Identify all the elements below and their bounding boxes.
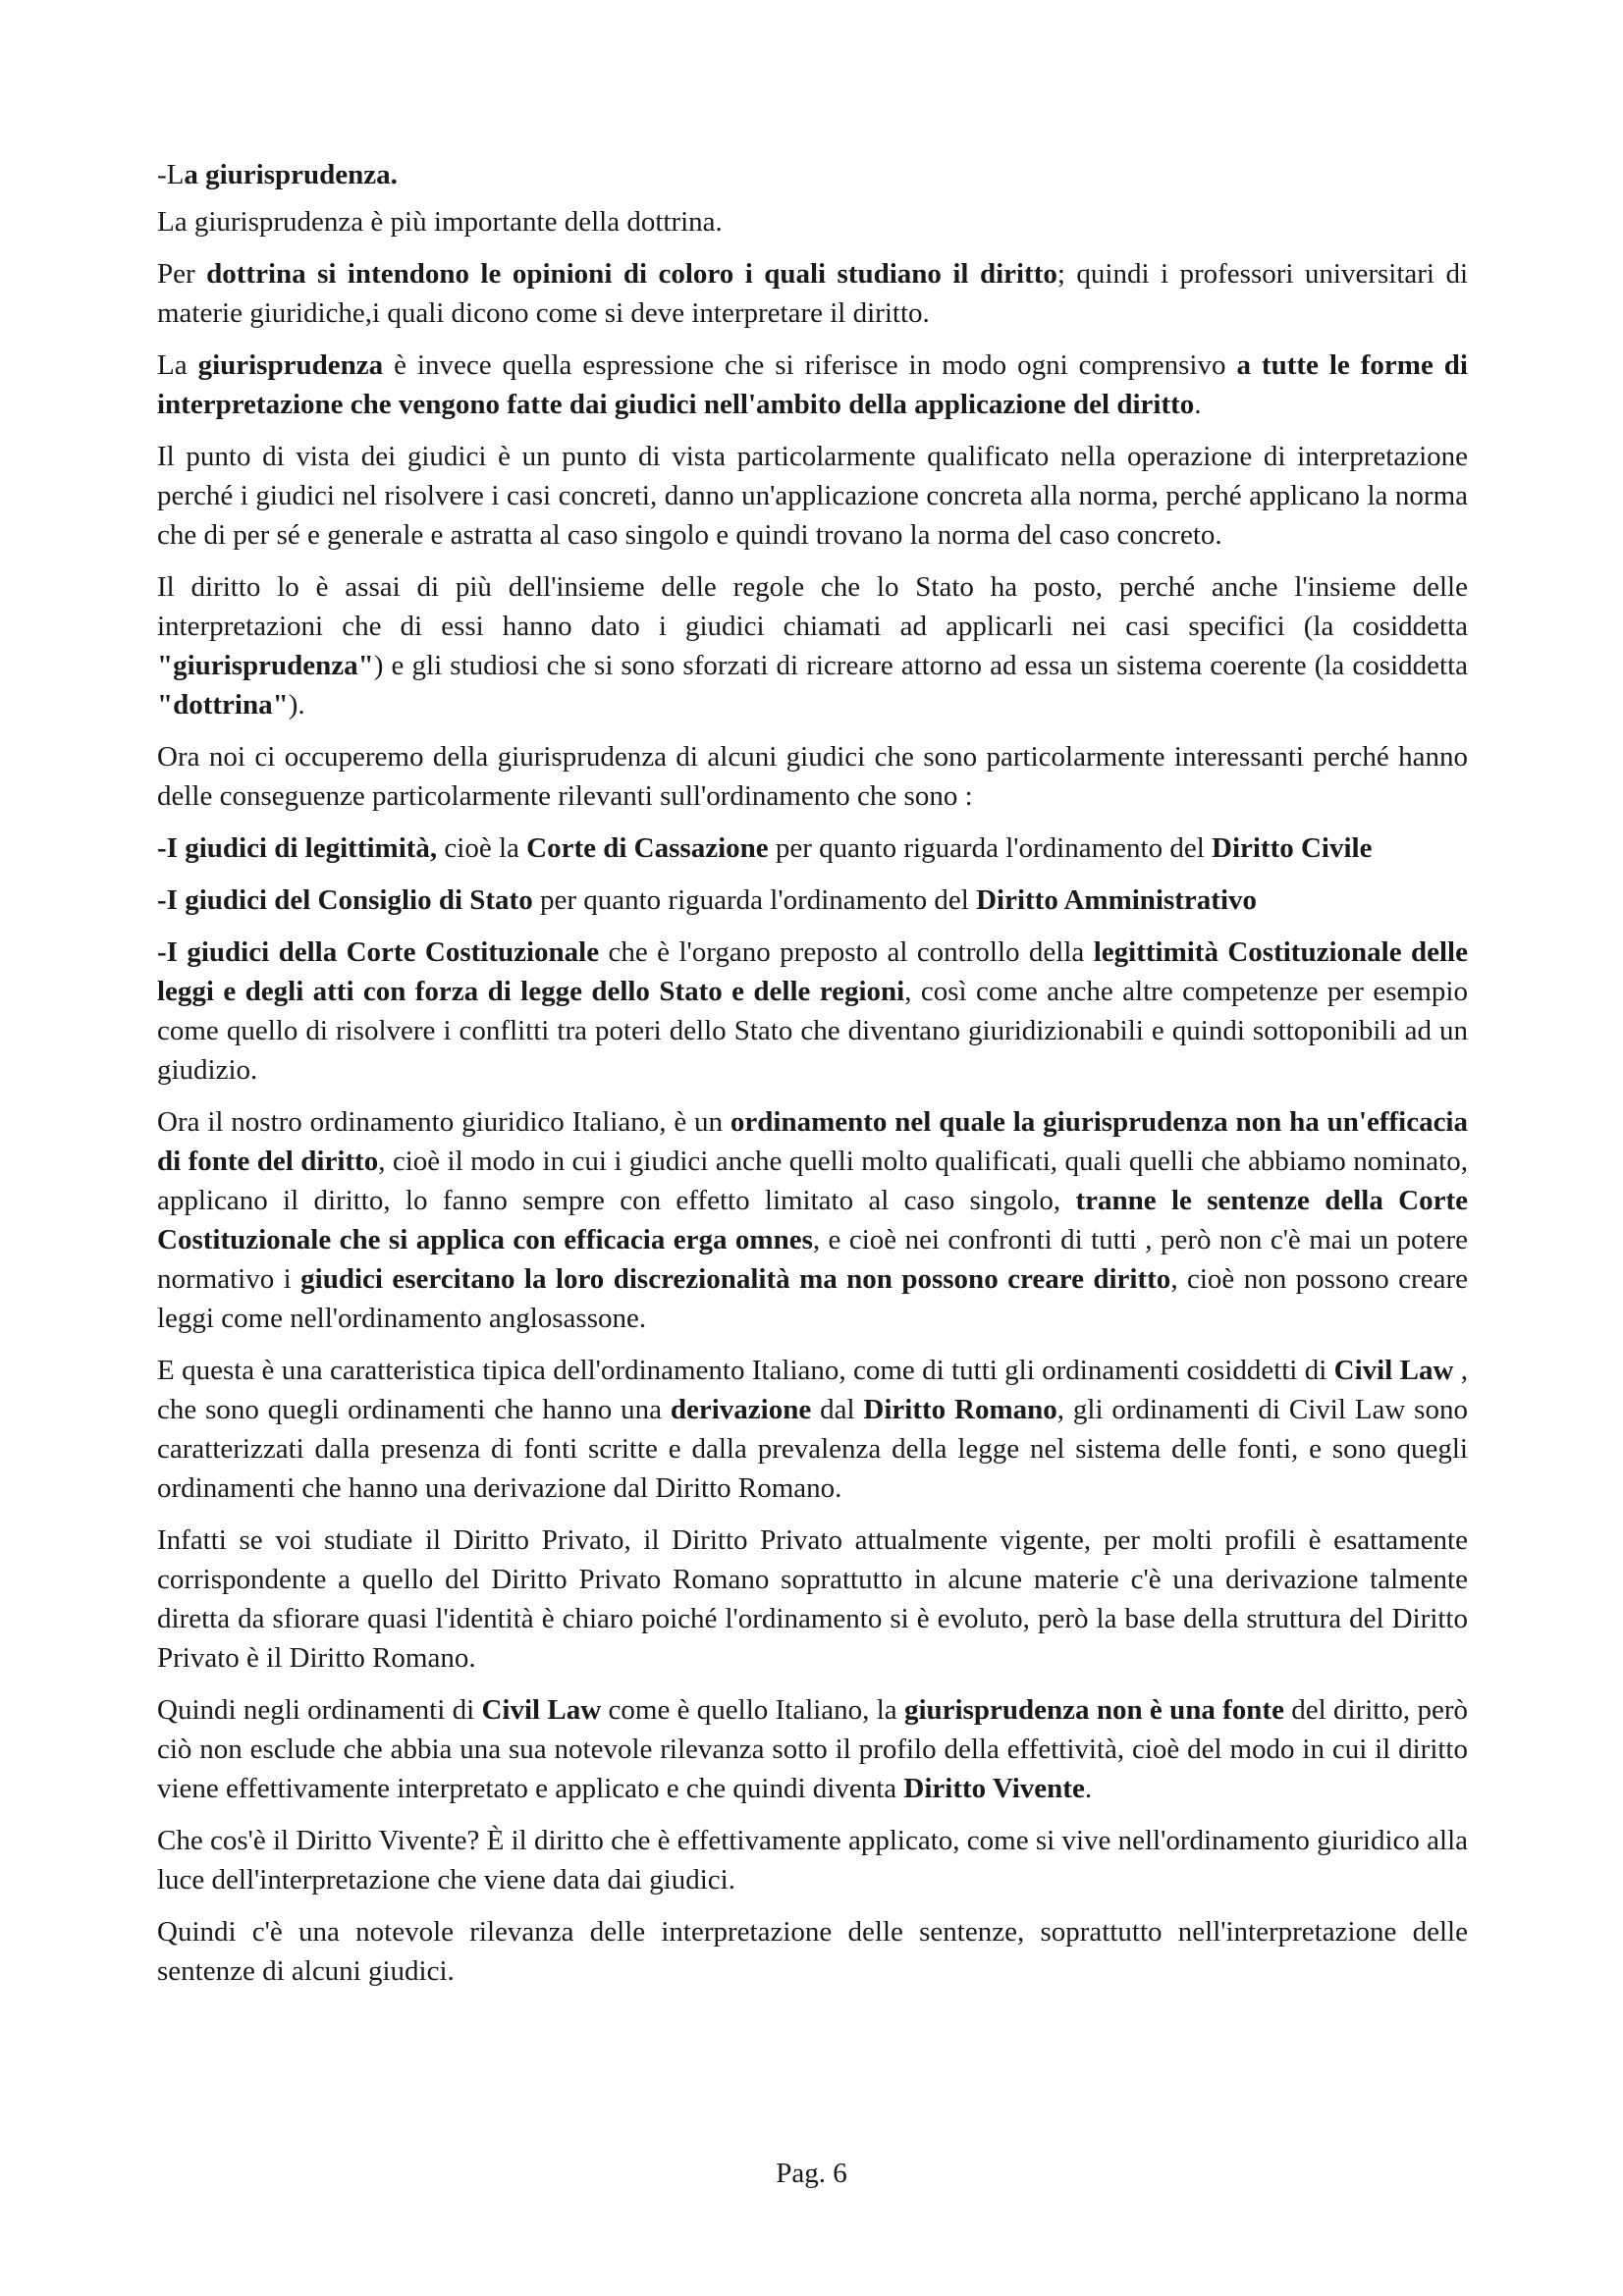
text-run: che è l'organo preposto al controllo della <box>599 936 1094 968</box>
list-item-consiglio-di-stato <box>157 881 1468 920</box>
bold-text-run: tranne le sentenze della Corte Costituzionale che si applica con efficacia erga omnes <box>157 1185 1468 1255</box>
text-run: -L <box>157 159 185 190</box>
text-run: La <box>157 349 198 381</box>
bold-text-run: Diritto Civile <box>1212 832 1373 864</box>
bold-text-run: legittimità Costituzionale delle leggi e degli atti con forza di legge dello Stato e delle regioni <box>157 936 1468 1007</box>
text-run: . <box>1194 389 1202 420</box>
text-run: , che sono quegli ordinamenti che hanno una <box>157 1355 1469 1425</box>
text-run: . <box>1084 1773 1093 1804</box>
text-run: Infatti se voi studiate il Diritto Privato, il Diritto Privato attualmente vigente, per molti profili è esattamente corrispondente a quello del Diritto Privato Romano soprattutto in alcune materie c'è una derivazione talmente diretta da sfiorare quasi l'identità è chiaro poiché l'ordinamento si è evoluto, però la base della struttura del Diritto Privato è il Diritto Romano. <box>157 1524 1468 1674</box>
text-run: Per <box>157 258 207 290</box>
paragraph <box>157 1821 1468 1899</box>
bold-text-run: ordinamento nel quale la giurisprudenza non ha un'efficacia di fonte del diritto <box>157 1106 1468 1177</box>
text-run: Il punto di vista dei giudici è un punto di vista particolarmente qualificato nella operazione di interpretazione perché i giudici nel risolvere i casi concreti, danno un'applicazione concreta alla norma, perché applicano la norma che di per sé e generale e astratta al caso singolo e quindi trovano la norma del caso concreto. <box>157 441 1468 551</box>
text-run: dal <box>811 1394 864 1425</box>
bold-text-run: giurisprudenza non è una fonte <box>903 1694 1284 1726</box>
paragraph <box>157 1912 1468 1991</box>
text-run: Ora noi ci occuperemo della giurisprudenza di alcuni giudici che sono particolarmente interessanti perché hanno delle conseguenze particolarmente rilevanti sull'ordinamento che sono : <box>157 741 1468 812</box>
bold-text-run: -I giudici della Corte Costituzionale <box>157 936 600 968</box>
bold-text-run: Diritto Amministrativo <box>976 884 1257 916</box>
text-run: è invece quella espressione che si riferisce in modo ogni comprensivo <box>383 349 1237 381</box>
text-run: E questa è una caratteristica tipica dell'ordinamento Italiano, come di tutti gli ordinamenti cosiddetti di <box>157 1355 1334 1386</box>
bold-text-run: Corte di Cassazione <box>526 832 769 864</box>
bold-text-run: -I giudici del Consiglio di Stato <box>157 884 533 916</box>
list-item-legittimita <box>157 828 1468 868</box>
text-run: , e cioè nei confronti di tutti , però non c'è mai un potere normativo i <box>157 1224 1468 1295</box>
text-run: , cioè il modo in cui i giudici anche quelli molto qualificati, quali quelli che abbiamo nominato, applicano il diritto, lo fanno sempre con effetto limitato al caso singolo, <box>157 1146 1468 1216</box>
text-run: del diritto, però ciò non esclude che abbia una sua notevole rilevanza sotto il profilo della effettività, cioè del modo in cui il diritto viene effettivamente interpretato e applicato e che quindi diventa <box>157 1694 1468 1804</box>
paragraph <box>157 437 1468 555</box>
bold-text-run: "giurisprudenza" <box>157 650 374 681</box>
paragraph <box>157 1102 1468 1338</box>
text-run: ) e gli studiosi che si sono sforzati di ricreare attorno ad essa un sistema coerente (la cosiddetta <box>373 650 1468 681</box>
paragraph <box>157 1521 1468 1678</box>
text-run: , gli ordinamenti di Civil Law sono caratterizzati dalla presenza di fonti scritte e dalla prevalenza della legge nel sistema delle fonti, e sono quegli ordinamenti che hanno una derivazione dal Diritto Romano. <box>157 1394 1468 1504</box>
bold-text-run: Diritto Vivente <box>903 1773 1085 1804</box>
text-run: come è quello Italiano, la <box>601 1694 904 1726</box>
bold-text-run: Diritto Romano <box>863 1394 1057 1425</box>
text-run: cioè la <box>437 832 527 864</box>
bold-text-run: dottrina si intendono le opinioni di coloro i quali studiano il diritto <box>206 258 1057 290</box>
bold-text-run: giudici esercitano la loro discrezionalità ma non possono creare diritto <box>300 1263 1171 1295</box>
bold-text-run: Civil Law <box>1333 1355 1454 1386</box>
section-heading <box>157 155 1468 194</box>
paragraph <box>157 346 1468 424</box>
paragraph <box>157 1351 1468 1508</box>
document-body <box>157 155 1468 2003</box>
text-run: Quindi negli ordinamenti di <box>157 1694 482 1726</box>
text-run: per quanto riguarda l'ordinamento del <box>532 884 977 916</box>
bold-text-run: derivazione <box>670 1394 812 1425</box>
bold-text-run: giurisprudenza <box>197 349 384 381</box>
paragraph <box>157 737 1468 816</box>
paragraph <box>157 1690 1468 1808</box>
text-run: Ora il nostro ordinamento giuridico Italiano, è un <box>157 1106 730 1138</box>
text-run: Quindi c'è una notevole rilevanza delle interpretazione delle sentenze, soprattutto nell'interpretazione delle sentenze di alcuni giudici. <box>157 1916 1468 1987</box>
bold-text-run: Civil Law <box>481 1694 602 1726</box>
text-run: Che cos'è il Diritto Vivente? È il diritto che è effettivamente applicato, come si vive nell'ordinamento giuridico alla luce dell'interpretazione che viene data dai giudici. <box>157 1825 1468 1896</box>
text-run: ; quindi i professori universitari di materie giuridiche,i quali dicono come si deve interpretare il diritto. <box>157 258 1468 329</box>
paragraph <box>157 202 1468 241</box>
text-run: ). <box>288 689 305 721</box>
page-number: Pag. 6 <box>776 2158 847 2189</box>
bold-text-run: -I giudici di legittimità, <box>157 832 438 864</box>
list-item-corte-costituzionale <box>157 933 1468 1090</box>
text-run: per quanto riguarda l'ordinamento del <box>768 832 1212 864</box>
text-run: , così come anche altre competenze per esempio come quello di risolvere i conflitti tra poteri dello Stato che diventano giuridizionabili e quindi sottoponibili ad un giudizio. <box>157 976 1468 1086</box>
paragraph <box>157 254 1468 333</box>
paragraph <box>157 567 1468 724</box>
bold-text-run: "dottrina" <box>157 689 289 721</box>
bold-text-run: a tutte le forme di interpretazione che vengono fatte dai giudici nell'ambito della applicazione del diritto <box>157 349 1468 420</box>
text-run: Il diritto lo è assai di più dell'insieme delle regole che lo Stato ha posto, perché anche l'insieme delle interpretazioni che di essi hanno dato i giudici chiamati ad applicarli nei casi specifici (la cosiddetta <box>157 571 1468 642</box>
text-run: La giurisprudenza è più importante della dottrina. <box>157 206 723 238</box>
bold-text-run: a giurisprudenza. <box>184 159 398 190</box>
text-run: , cioè non possono creare leggi come nell'ordinamento anglosassone. <box>157 1263 1468 1334</box>
